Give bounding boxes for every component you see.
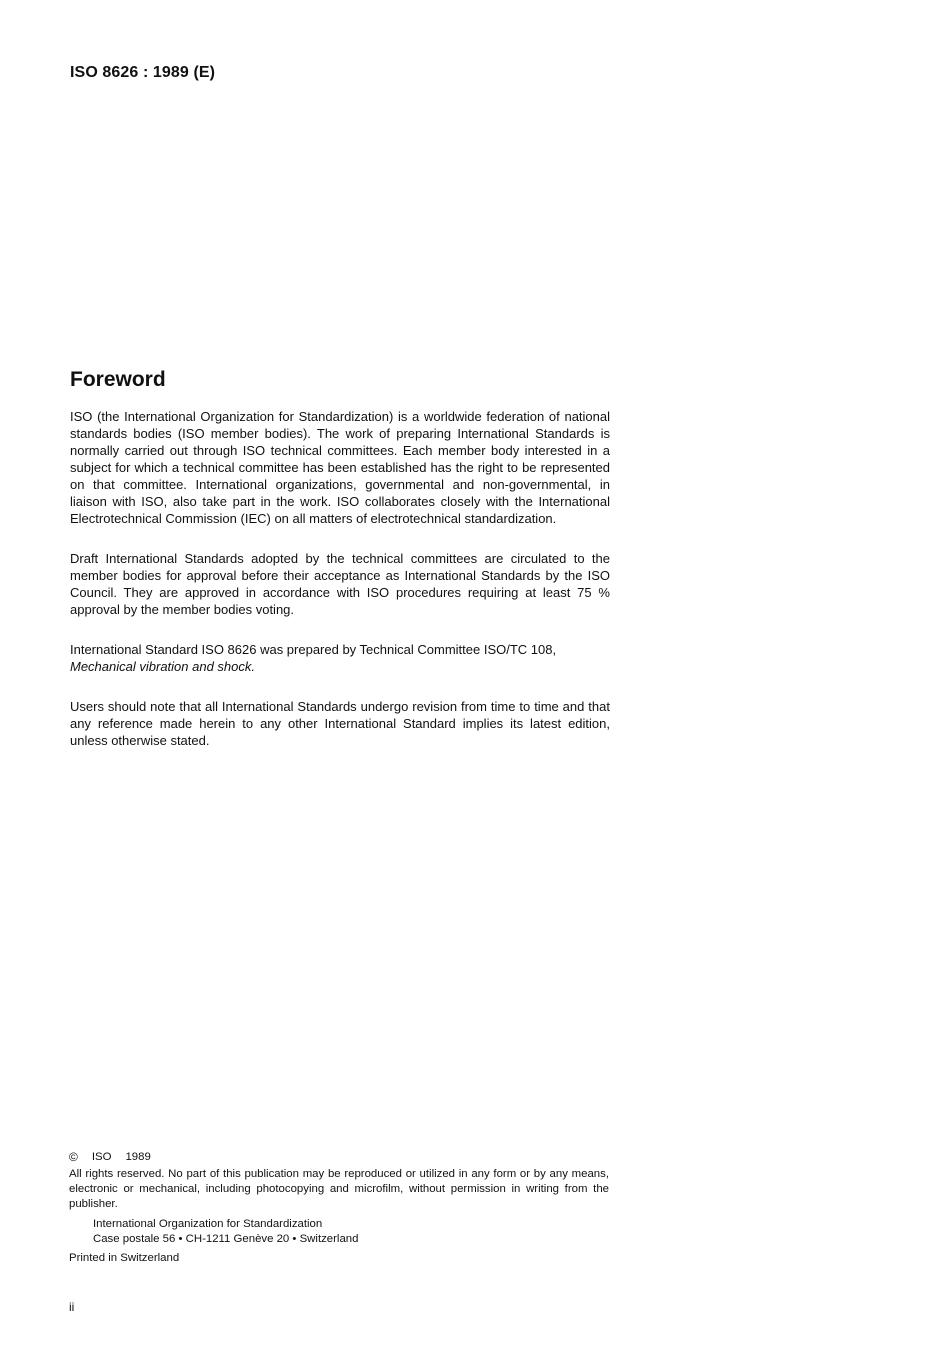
foreword-paragraph-4: Users should note that all International Standards undergo revision from time to time and that any reference made herein to any other International Standard implies its latest edition, unless otherwise stated.	[70, 699, 610, 748]
foreword-paragraph-3	[70, 641, 610, 675]
foreword-title: Foreword	[70, 368, 166, 391]
rights-statement: All rights reserved. No part of this publication may be reproduced or utilized in any form or by any means, electronic or mechanical, including photocopying and microfilm, without permission in writing from the publisher.	[69, 1168, 609, 1210]
publisher-info	[93, 1217, 609, 1247]
foreword-paragraph-1: ISO (the International Organization for Standardization) is a worldwide federation of national standards bodies (ISO member bodies). The work of preparing International Standards is normally carried out through ISO technical committees. Each member body interested in a subject for which a technical committee has been established has the right to be represented on that committee. International organizations, governmental and non-governmental, in liaison with ISO, also take part in the work. ISO collaborates closely with the International Electrotechnical Commission (IEC) on all matters of electrotechnical standardization.	[70, 409, 610, 526]
foreword-paragraph-3-text: International Standard ISO 8626 was prepared by Technical Committee ISO/TC 108,	[70, 642, 557, 657]
page-number: ii	[69, 1300, 75, 1314]
copyright-icon: ©	[69, 1150, 78, 1164]
publisher-name: International Organization for Standardization	[93, 1218, 323, 1230]
committee-title: Mechanical vibration and shock.	[70, 659, 255, 674]
foreword-paragraph-2: Draft International Standards adopted by the technical committees are circulated to the member bodies for approval before their acceptance as International Standards by the ISO Council. They are approved in accordance with ISO procedures requiring at least 75 % approval by the member bodies voting.	[70, 551, 610, 617]
copyright-year: 1989	[125, 1151, 151, 1163]
document-header: ISO 8626 : 1989 (E)	[70, 64, 216, 81]
copyright-org: ISO	[91, 1151, 112, 1163]
copyright-block	[69, 1150, 609, 1266]
publisher-address: Case postale 56 • CH-1211 Genève 20 • Switzerland	[93, 1233, 359, 1245]
printed-location: Printed in Switzerland	[69, 1252, 180, 1264]
foreword-section	[70, 366, 610, 772]
copyright-line	[69, 1150, 609, 1165]
